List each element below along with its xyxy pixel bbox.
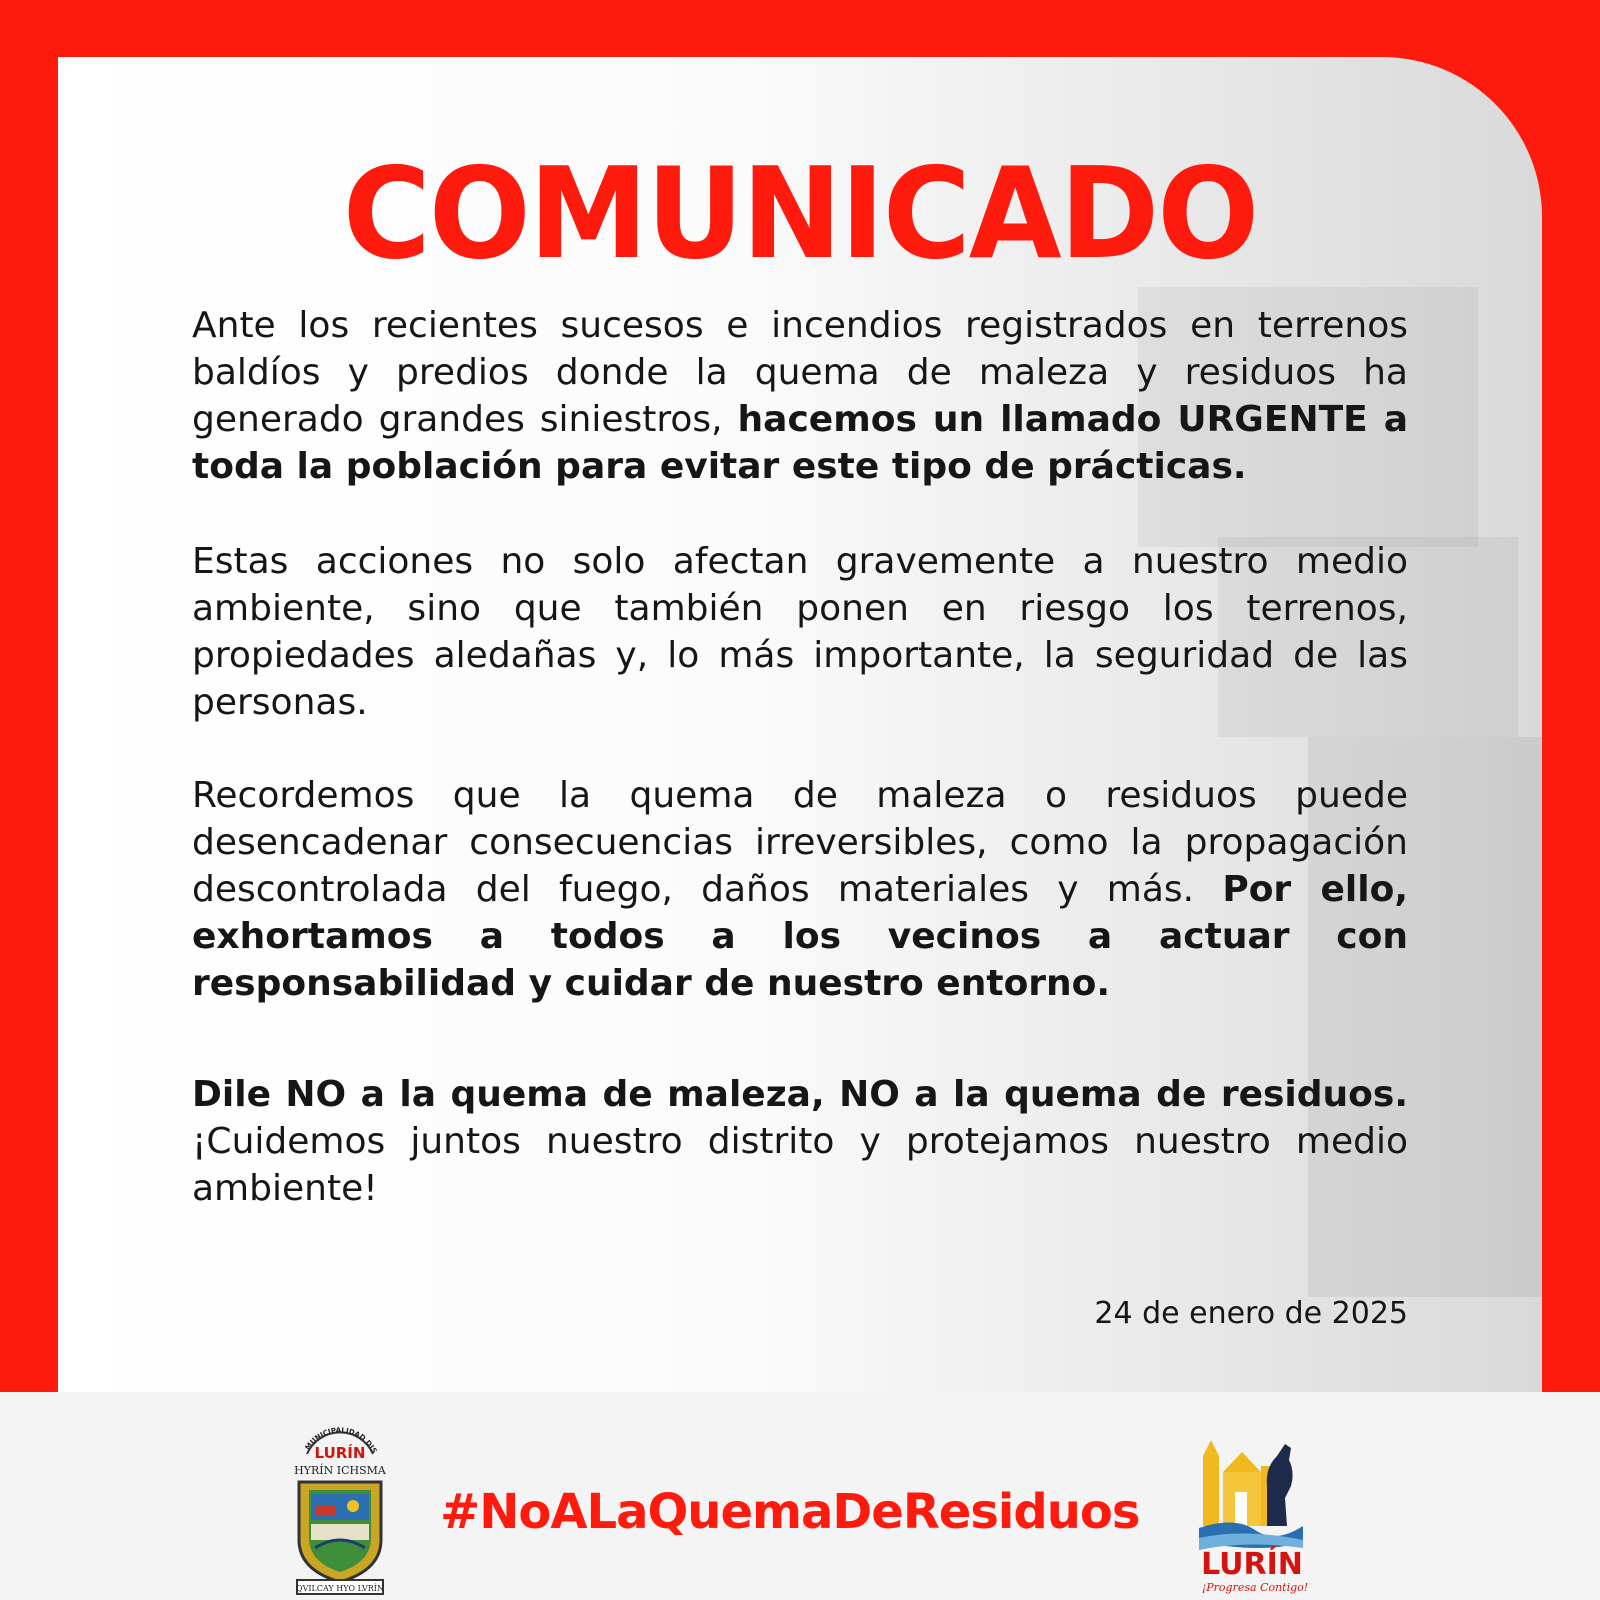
statement-body	[192, 302, 1408, 1260]
paragraph-2	[192, 538, 1408, 726]
logo-left-subtitle: HYRÍN ICHSMA	[294, 1464, 386, 1477]
paragraph-1	[192, 302, 1408, 490]
logo-right-name: LURÍN	[1201, 1547, 1303, 1582]
lurin-brand-logo	[1195, 1416, 1310, 1600]
paragraph-1-emphasis: hacemos un llamado URGENTE a toda la población para evitar este tipo de prácticas.	[192, 399, 1409, 487]
logo-left-ribbon: QVILCAY HYO LVRÍN	[296, 1584, 384, 1593]
page-title: COMUNICADO	[342, 141, 1258, 288]
municipal-coat-of-arms-logo	[285, 1420, 395, 1600]
logo-right-tagline: ¡Progresa Contigo!	[1201, 1581, 1309, 1594]
paragraph-4-text: ¡Cuidemos juntos nuestro distrito y protejamos nuestro medio ambiente!	[192, 1121, 1408, 1209]
paragraph-2-text: Estas acciones no solo afectan gravemente a nuestro medio ambiente, sino que también ponen en riesgo los terrenos, propiedades aledañas y, lo más importante, la seguridad de las personas.	[192, 541, 1408, 723]
paragraph-3-emphasis: Por ello, exhortamos a todos a los vecinos a actuar con responsabilidad y cuidar de nuestro entorno.	[192, 869, 1408, 1004]
logo-left-name: LURÍN	[314, 1444, 366, 1462]
logo-arc-text: MUNICIPALIDAD DIS	[303, 1426, 379, 1455]
paragraph-4-emphasis: Dile NO a la quema de maleza, NO a la quema de residuos.	[192, 1074, 1408, 1115]
paragraph-3	[192, 772, 1408, 1007]
paragraph-4	[192, 1071, 1408, 1212]
campaign-hashtag: #NoALaQuemaDeResiduos	[440, 1484, 1140, 1540]
statement-date: 24 de enero de 2025	[1094, 1296, 1408, 1331]
paragraph-1-text: Ante los recientes sucesos e incendios registrados en terrenos baldíos y predios donde la quema de maleza y residuos ha generado grandes siniestros,	[192, 305, 1408, 440]
paragraph-3-text: Recordemos que la quema de maleza o residuos puede desencadenar consecuencias irreversibles, como la propagación descontrolada del fuego, daños materiales y más.	[192, 775, 1408, 910]
